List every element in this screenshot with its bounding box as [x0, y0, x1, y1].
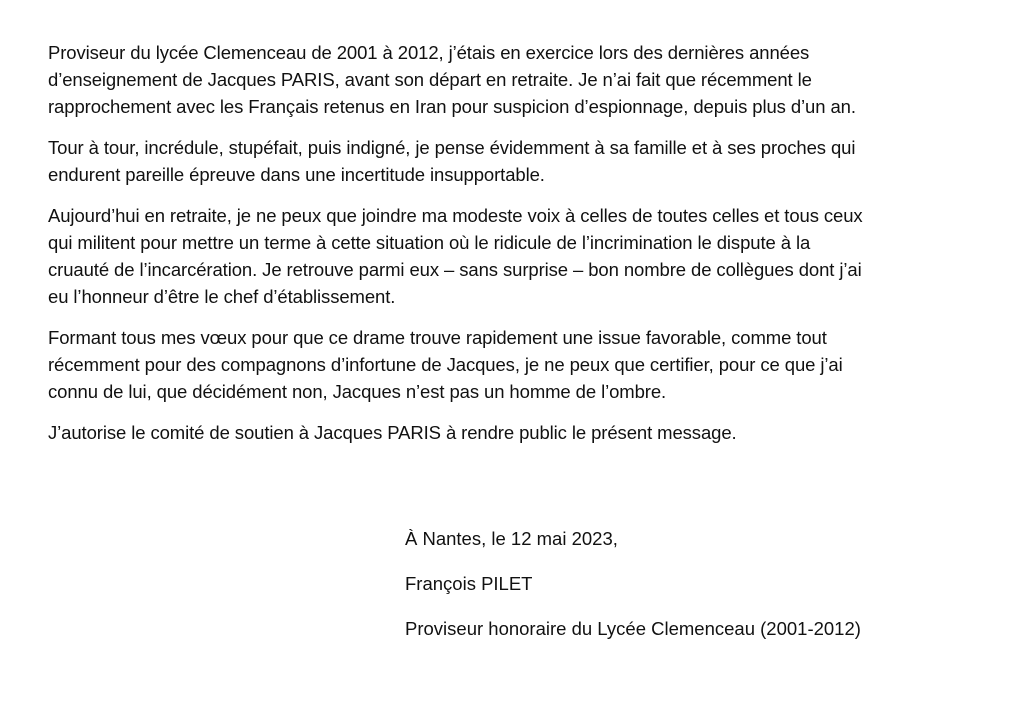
text-line: J’autorise le comité de soutien à Jacques PARIS à rendre public le présent message. — [48, 422, 737, 443]
signature-block — [405, 526, 965, 661]
text-line: qui militent pour mettre un terme à cette situation où le ridicule de l’incrimination le dispute à la — [48, 232, 811, 253]
text-line: Formant tous mes vœux pour que ce drame trouve rapidement une issue favorable, comme tout — [48, 327, 827, 348]
text-line: récemment pour des compagnons d’infortune de Jacques, je ne peux que certifier, pour ce que j’ai — [48, 354, 843, 375]
paragraph-reaction — [48, 134, 978, 188]
text-line: cruauté de l’incarcération. Je retrouve parmi eux – sans surprise – bon nombre de collègues dont j’ai — [48, 259, 862, 280]
text-line: Aujourd’hui en retraite, je ne peux que joindre ma modeste voix à celles de toutes celles et tous ceux — [48, 205, 863, 226]
paragraph-authorization — [48, 419, 978, 446]
signatory-title: Proviseur honoraire du Lycée Clemenceau (2001-2012) — [405, 618, 861, 639]
paragraph-intro — [48, 39, 978, 120]
text-line: eu l’honneur d’être le chef d’établissement. — [48, 286, 396, 307]
place-date: À Nantes, le 12 mai 2023, — [405, 528, 618, 549]
text-line: Tour à tour, incrédule, stupéfait, puis indigné, je pense évidemment à sa famille et à ses proches qui — [48, 137, 856, 158]
paragraph-wishes — [48, 324, 978, 405]
text-line: endurent pareille épreuve dans une incertitude insupportable. — [48, 164, 545, 185]
text-line: connu de lui, que décidément non, Jacques n’est pas un homme de l’ombre. — [48, 381, 667, 402]
text-line: rapprochement avec les Français retenus en Iran pour suspicion d’espionnage, depuis plus d’un an. — [48, 96, 856, 117]
text-line: d’enseignement de Jacques PARIS, avant son départ en retraite. Je n’ai fait que récemment le — [48, 69, 812, 90]
text-line: Proviseur du lycée Clemenceau de 2001 à 2012, j’étais en exercice lors des dernières années — [48, 42, 810, 63]
letter-body — [48, 39, 978, 460]
signatory-name: François PILET — [405, 573, 533, 594]
paragraph-support — [48, 202, 978, 310]
